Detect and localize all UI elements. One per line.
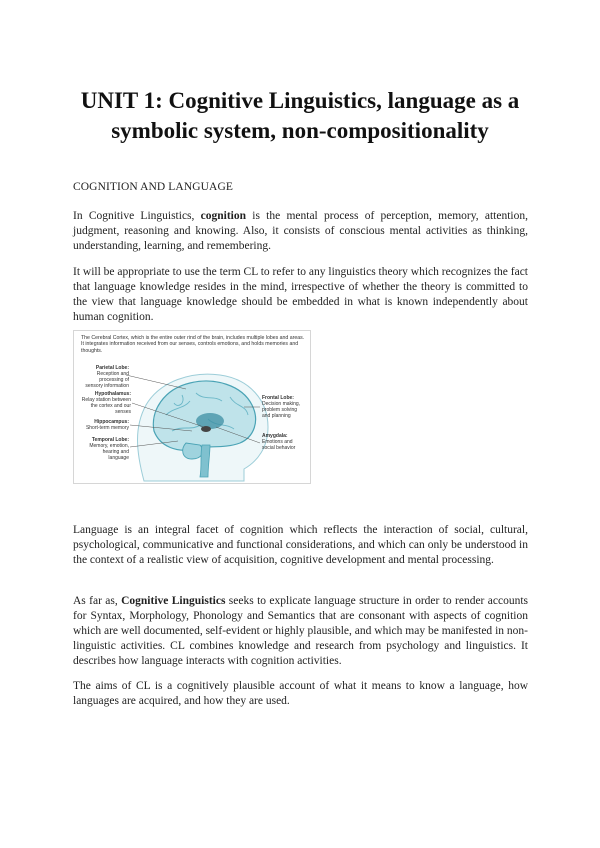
label-hypothalamus-desc: Relay station between the cortex and our senses	[81, 397, 131, 415]
figure-caption: The Cerebral Cortex, which is the entire outer rind of the brain, includes multiple lobes and areas. It integrates information received from our senses, controls emotions, and holds memories and thoughts.	[81, 335, 305, 354]
label-temporal	[81, 437, 129, 461]
label-temporal-title: Temporal Lobe:	[91, 437, 129, 443]
label-amygdala	[262, 433, 306, 451]
label-hippocampus	[81, 419, 129, 431]
label-amygdala-title: Amygdala:	[262, 433, 288, 439]
label-parietal-desc: Reception and processing of sensory information	[85, 371, 129, 389]
brain-figure	[73, 330, 311, 484]
p1-before: In Cognitive Linguistics,	[73, 210, 201, 222]
hypothalamus-marker	[201, 426, 211, 432]
paragraph-language-cognition: Language is an integral facet of cognition which reflects the interaction of social, cultural, psychological, communicative and functional considerations, and which can only be understood in the context of a realistic view of acquisition, cognitive development and mental processing.	[73, 524, 528, 566]
label-hypothalamus-title: Hypothalamus:	[94, 391, 131, 397]
paragraph-cl-term: It will be appropriate to use the term CL to refer to any linguistics theory which recognizes the fact that language knowledge resides in the mind, irrespective of whether the theory is committed to the view that language knowledge should be embedded in what is known independently about human cognition.	[73, 266, 528, 323]
cerebellum	[183, 443, 203, 459]
paragraph-cl-aims: The aims of CL is a cognitively plausible account of what it means to know a language, how languages are acquired, and how they are used.	[73, 680, 528, 707]
label-parietal-title: Parietal Lobe:	[95, 365, 129, 371]
p4-after: seeks to explicate language structure in order to render accounts for Syntax, Morphology, Phonology and Semantics that are consonant with aspects of cognition which are well documented, self-evident or highly plausible, and which may be manifested in non-linguistic activities. CL combines knowledge and research from psychology and linguistics. It describes how language interacts with cognition activities.	[73, 595, 528, 667]
section-heading: COGNITION AND LANGUAGE	[73, 181, 233, 193]
label-hippocampus-title: Hippocampus:	[94, 419, 129, 425]
label-hippocampus-desc: Short-term memory	[85, 425, 129, 431]
brain-stem	[200, 445, 210, 477]
p1-after: is the mental process of perception, memory, attention, judgment, reasoning and knowing. Also, it consists of conscious mental activities as thinking, understanding, learning, and remembering.	[73, 210, 528, 252]
p1-bold-term: cognition	[200, 210, 247, 222]
label-hypothalamus	[81, 391, 131, 415]
p4-before: As far as,	[73, 595, 122, 607]
label-frontal-desc: Decision making, problem solving and planning	[262, 401, 301, 419]
label-frontal-title: Frontal Lobe:	[262, 395, 294, 401]
label-temporal-desc: Memory, emotion, hearing and language	[89, 443, 129, 461]
p4-bold-term: Cognitive Linguistics	[121, 595, 226, 607]
paragraph-cognition-definition	[73, 209, 528, 254]
label-frontal	[262, 395, 306, 419]
page-title: UNIT 1: Cognitive Linguistics, language as a symbolic system, non-compositionality	[80, 88, 520, 143]
inner-structure	[196, 413, 224, 429]
paragraph-cl-explication	[73, 594, 528, 669]
label-parietal	[81, 365, 129, 389]
label-amygdala-desc: Emotions and social behavior	[262, 439, 296, 451]
